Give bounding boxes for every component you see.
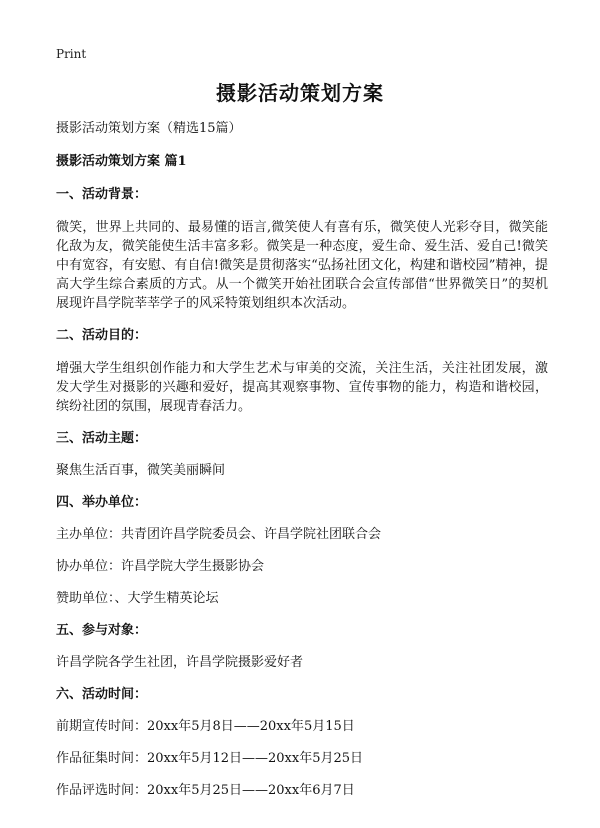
section-text-background: 微笑，世界上共同的、最易懂的语言,微笑使人有喜有乐，微笑使人光彩夺目，微笑能化敌为友，微笑能使生活丰富多彩。微笑是一种态度，爱生命、爱生活、爱自己!微笑中有宽容，有安慰、有自信!微笑是贯彻落实“弘扬社团文化，构建和谐校园”精神，提高大学生综合素质的方式。从一个微笑开始社团联合会宣传部借“世界微笑日”的契机展现许昌学院莘莘学子的风采特策划组织本次活动。 <box>56 220 548 311</box>
organizer-host: 主办单位：共青团许昌学院委员会、许昌学院社团联合会 <box>56 527 382 542</box>
section-text-purpose: 增强大学生组织创作能力和大学生艺术与审美的交流，关注生活，关注社团发展，激发大学生对摄影的兴趣和爱好，提高其观察事物、宣传事物的能力，构造和谐校园，缤纷社团的氛围，展现青春活力。 <box>56 361 548 414</box>
section-heading-participants: 五、参与对象： <box>56 623 148 638</box>
section-heading-time: 六、活动时间： <box>56 687 148 702</box>
time-item-collection: 作品征集时间：20xx年5月12日——20xx年5月25日 <box>56 751 364 766</box>
section-text-theme: 聚焦生活百事，微笑美丽瞬间 <box>56 463 226 478</box>
print-link[interactable]: Print <box>56 47 87 61</box>
section-heading-organizers: 四、举办单位： <box>56 495 148 510</box>
organizer-sponsor: 赞助单位：、大学生精英论坛 <box>56 591 219 606</box>
document-subtitle: 摄影活动策划方案（精选15篇） <box>56 121 242 136</box>
document-body <box>56 120 548 814</box>
document-title: 摄影活动策划方案 <box>216 81 384 105</box>
section-text-participants: 许昌学院各学生社团，许昌学院摄影爱好者 <box>56 655 304 670</box>
organizer-co-host: 协办单位：许昌学院大学生摄影协会 <box>56 559 265 574</box>
section-heading-theme: 三、活动主题： <box>56 431 148 446</box>
section-heading-background: 一、活动背景： <box>56 187 148 202</box>
section-heading-purpose: 二、活动目的： <box>56 328 148 343</box>
time-item-publicity: 前期宣传时间：20xx年5月8日——20xx年5月15日 <box>56 719 355 734</box>
article-title: 摄影活动策划方案 篇1 <box>56 154 187 169</box>
time-item-selection: 作品评选时间：20xx年5月25日——20xx年6月7日 <box>56 783 355 798</box>
